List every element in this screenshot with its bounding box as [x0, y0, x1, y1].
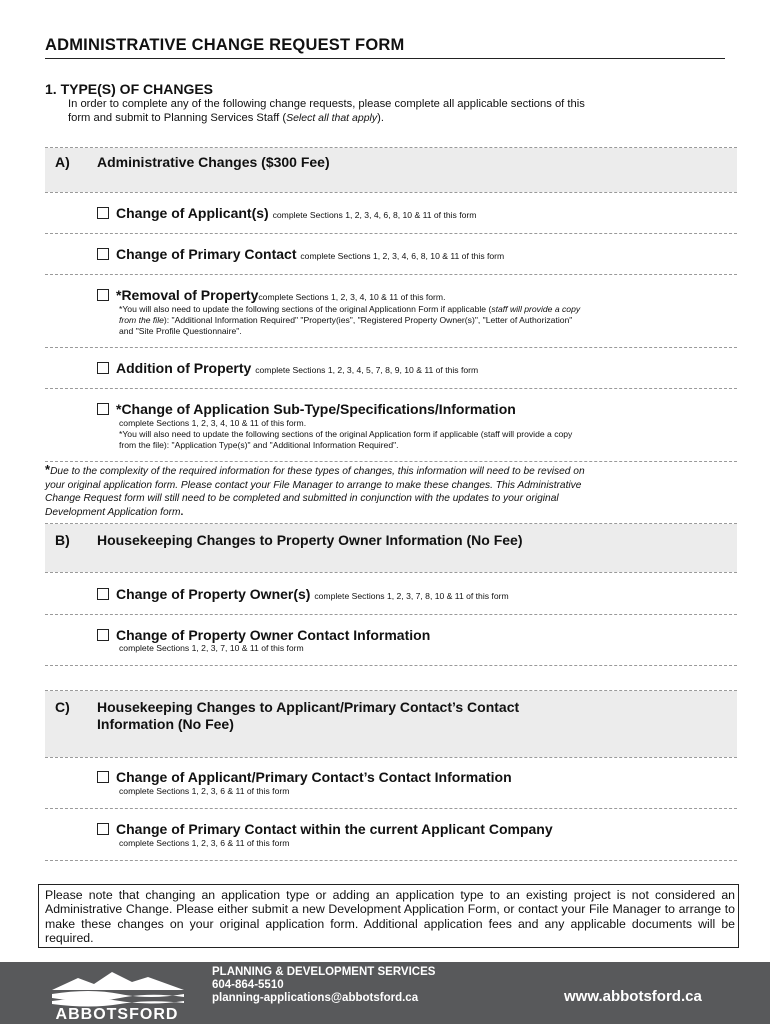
note-line-2 [119, 315, 731, 326]
section-c-letter: C) [55, 699, 70, 715]
footer-dept: PLANNING & DEVELOPMENT SERVICES [212, 966, 436, 978]
section-c-title-line-2: Information (No Fee) [97, 716, 234, 732]
footer-website-link[interactable]: www.abbotsford.ca [564, 988, 702, 1005]
footer-email[interactable]: planning-applications@abbotsford.ca [212, 992, 419, 1005]
change-of-applicant-checkbox[interactable] [97, 207, 109, 219]
divider [45, 274, 737, 275]
section-b-letter: B) [55, 532, 70, 548]
option-label: Change of Property Owner Contact Information [116, 627, 431, 643]
title-rule [45, 58, 725, 59]
divider [45, 808, 737, 809]
complexity-line-3: Change Request form will still need to be completed and submitted in conjunction with the updates to your original [45, 493, 559, 504]
note-italic: staff will provide a copy [491, 304, 581, 314]
addition-of-property-checkbox[interactable] [97, 362, 109, 374]
section-1-heading: 1. TYPE(S) OF CHANGES [45, 81, 214, 97]
note-line-1 [119, 304, 731, 315]
note-line-2: from the file): "Application Type(s)" and "Additional Information Required". [119, 440, 399, 450]
change-of-applicant-contact-checkbox[interactable] [97, 771, 109, 783]
change-of-property-owner-checkbox[interactable] [97, 588, 109, 600]
complexity-line-1 [45, 463, 727, 479]
change-of-property-owner-option[interactable] [97, 586, 509, 602]
change-of-applicant-option[interactable] [97, 205, 476, 221]
subtype-sections: complete Sections 1, 2, 3, 4, 10 & 11 of this form. [119, 418, 307, 428]
option-label: Addition of Property [116, 360, 252, 376]
change-of-primary-contact-option[interactable] [97, 246, 504, 262]
option-sections: complete Sections 1, 2, 3, 4, 6, 8, 10 & 11 of this form [300, 251, 505, 261]
divider [45, 572, 737, 573]
change-of-applicant-contact-option[interactable] [97, 769, 512, 785]
addition-of-property-option[interactable] [97, 360, 478, 376]
intro-line-2 [68, 111, 728, 125]
complexity-note [45, 463, 727, 519]
option-label: Change of Property Owner(s) [116, 586, 311, 602]
logo-text: ABBOTSFORD [55, 1006, 179, 1020]
section-a-letter: A) [55, 154, 70, 170]
intro-line-1: In order to complete any of the following change requests, please complete all applicable sections of this [68, 98, 585, 110]
complexity-line-2: your original application form. Please contact your File Manager to arrange to make these changes. This Administrative [45, 479, 582, 491]
divider [45, 860, 737, 861]
change-of-subtype-checkbox[interactable] [97, 403, 109, 415]
notice-box: Please note that changing an application type or adding an application type to an existing project is not considered an Administrative Change. Please either submit a new Development Application Form, or contact your File Manager to arrange to make these changes on your original application form. Additional application fees and any applicable documents will be required. [38, 884, 739, 948]
removal-note [119, 304, 731, 337]
divider [45, 233, 737, 234]
option-sections: complete Sections 1, 2, 3, 4, 5, 7, 8, 9, 10 & 11 of this form [255, 365, 479, 375]
change-of-primary-contact-company-checkbox[interactable] [97, 823, 109, 835]
section-a-title: Administrative Changes ($300 Fee) [97, 154, 330, 170]
note-text: ): "Additional Information Required" "Property(ies", "Registered Property Owner(s)", "Letter of Authorization" [163, 315, 573, 325]
option-sections: complete Sections 1, 2, 3, 7, 8, 10 & 11 of this form [314, 591, 509, 601]
divider [45, 388, 737, 389]
divider [45, 192, 737, 193]
footer-phone: 604-864-5510 [212, 979, 284, 992]
removal-of-property-option[interactable] [97, 287, 445, 303]
note-line-1: *You will also need to update the following sections of the original Application form if applicable (staff will provide a copy [119, 429, 573, 439]
change-of-owner-contact-checkbox[interactable] [97, 629, 109, 641]
change-of-primary-contact-company-option[interactable] [97, 821, 553, 837]
intro-italic: Select all that apply [286, 112, 378, 124]
change-of-owner-contact-option[interactable] [97, 627, 430, 643]
option-label: *Change of Application Sub-Type/Specifications/Information [116, 401, 516, 417]
removal-of-property-checkbox[interactable] [97, 289, 109, 301]
divider [45, 614, 737, 615]
section-b-title: Housekeeping Changes to Property Owner Information (No Fee) [97, 532, 523, 548]
change-of-subtype-option[interactable] [97, 401, 516, 417]
section-c-title [97, 699, 519, 733]
intro-text: form and submit to Planning Services Staff ( [68, 112, 287, 124]
option-label: Change of Applicant(s) [116, 205, 269, 221]
option-label: *Removal of Property [116, 287, 259, 303]
form-title: ADMINISTRATIVE CHANGE REQUEST FORM [45, 36, 405, 54]
option-label: Change of Primary Contact [116, 246, 297, 262]
note-text: *You will also need to update the following sections of the original Applicationn Form if applicable ( [119, 304, 492, 314]
asterisk: * [45, 462, 51, 477]
section-c-title-line-1: Housekeeping Changes to Applicant/Primary Contact’s Contact [97, 699, 520, 715]
subtype-note [119, 418, 731, 451]
complexity-line-4 [45, 506, 727, 520]
applicant-contact-sections: complete Sections 1, 2, 3, 6 & 11 of this form [119, 786, 290, 796]
divider [45, 665, 737, 666]
change-of-primary-contact-checkbox[interactable] [97, 248, 109, 260]
option-label: Change of Applicant/Primary Contact’s Contact Information [116, 769, 512, 785]
option-sections: complete Sections 1, 2, 3, 4, 10 & 11 of this form. [258, 292, 446, 302]
note-italic: from the file [119, 315, 164, 325]
intro-end: ). [377, 112, 384, 124]
footer-contact [212, 966, 435, 1006]
note-line-3: and "Site Profile Questionnaire". [119, 326, 242, 336]
complexity-end: . [180, 506, 184, 518]
abbotsford-logo [50, 968, 185, 1020]
complexity-text: Development Application form [45, 506, 181, 518]
divider [45, 461, 737, 462]
complexity-text: Due to the complexity of the required information for these types of changes, this information will need to be revised on [50, 466, 585, 477]
primary-contact-company-sections: complete Sections 1, 2, 3, 6 & 11 of this form [119, 838, 290, 848]
divider [45, 757, 737, 758]
divider [45, 347, 737, 348]
option-label: Change of Primary Contact within the current Applicant Company [116, 821, 553, 837]
option-sections: complete Sections 1, 2, 3, 4, 6, 8, 10 & 11 of this form [272, 210, 477, 220]
owner-contact-sections: complete Sections 1, 2, 3, 7, 10 & 11 of this form [119, 643, 304, 653]
section-1-intro [68, 97, 728, 125]
